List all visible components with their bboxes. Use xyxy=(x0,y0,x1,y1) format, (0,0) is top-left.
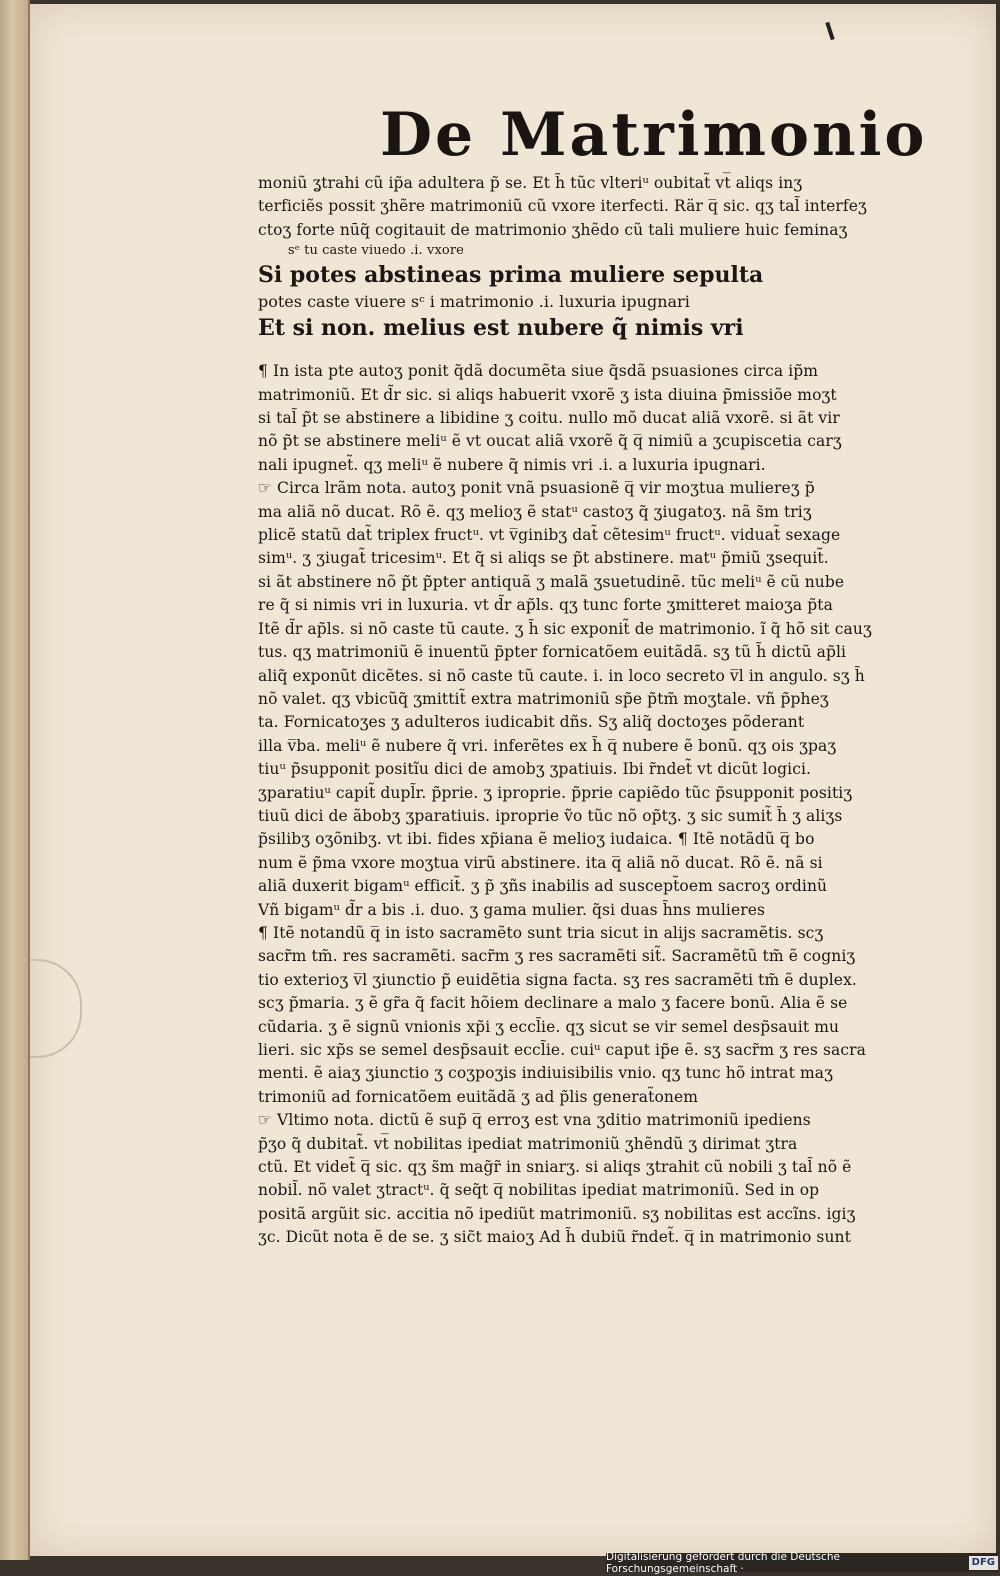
text-line: scʒ p̃maria. ʒ ẽ gr̃a q̃ facit hõiem declinare a malo ʒ facere bonũ. Alia ẽ se xyxy=(258,994,848,1013)
text-line: aliq̃ exponũt dicẽtes. si nõ caste tũ caute. i. in loco secreto v̅l in angulo. sʒ h̃ xyxy=(258,666,865,685)
text-line: tiuũ dici de ãbobʒ ʒparatiuis. iproprie ṽo tũc nõ op̃tʒ. ʒ sic sumit̃ h̃ ʒ aliʒs xyxy=(258,806,843,825)
text-line: ʒc. Dicũt nota ẽ de se. ʒ sic̃t maioʒ Ad h̃ dubiũ r̃ndet̃. q̅ in matrimonio sunt xyxy=(258,1228,851,1247)
verse-line: Si potes abstineas prima muliere sepulta xyxy=(258,262,764,289)
book-fore-edge xyxy=(0,0,30,1560)
text-line: sacr̃m tm̃. res sacramẽti. sacr̃m ʒ res sacramẽti sit̃. Sacramẽtũ tm̃ ẽ cogniʒ xyxy=(258,947,856,966)
text-line: ctoʒ forte nūq̃ cogitauit de matrimonio ʒhẽdo cũ tali muliere huic feminaʒ xyxy=(258,220,848,239)
text-line: matrimoniũ. Et d̃r sic. si aliqs habuerit vxorẽ ʒ ista diuina p̃missiõe moʒt xyxy=(258,385,837,404)
text-line: ¶ Itẽ notandũ q̅ in isto sacramẽto sunt tria sicut in alijs sacramẽtis. scʒ xyxy=(258,923,824,942)
text-line: si tal̃ p̃t se abstinere a libidine ʒ coitu. nullo mõ ducat aliã vxorẽ. si ãt vir xyxy=(258,409,840,428)
text-line: nobil̃. nõ valet ʒtractᵘ. q̃ seq̃t q̅ nobilitas ipediat matrimoniũ. Sed in op xyxy=(258,1181,820,1200)
text-line: ma aliã nõ ducat. Rõ ẽ. qʒ melioʒ ẽ statᵘ castoʒ q̃ ʒiugatoʒ. nã s̃m triʒ xyxy=(258,502,812,521)
page-header: De Matrimonio xyxy=(380,100,928,170)
text-line: p̃silibʒ oʒõnibʒ. vt ibi. fides xp̃iana ẽ melioʒ iudaica. ¶ Itẽ notãdũ q̅ bo xyxy=(258,830,815,849)
text-line: tiuᵘ p̃supponit positĩu dici de amobʒ ʒpatiuis. Ibi r̃ndet̃ vt dicũt logici. xyxy=(258,760,812,779)
text-line: terficiẽs possit ʒhẽre matrimoniũ cũ vxore iterfecti. Rär q̅ sic. qʒ tal̃ interfeʒ xyxy=(258,197,867,216)
text-line: plicẽ statũ dat̃ triplex fructᵘ. vt v̅ginibʒ dat̃ cẽtesimᵘ fructᵘ. viduat̃ sexage xyxy=(258,526,841,545)
footer-credit: Digitalisierung gefördert durch die Deutsche Forschungsgemeinschaft · xyxy=(606,1550,840,1575)
text-line: num ẽ p̃ma vxore moʒtua virũ abstinere. ita q̅ aliã nõ ducat. Rõ ẽ. nã si xyxy=(258,853,823,872)
commentary-body xyxy=(258,360,974,1249)
text-line: illa v̅ba. meliᵘ ẽ nubere q̃ vri. inferẽtes ex h̃ q̅ nubere ẽ bonũ. qʒ ois ʒpaʒ xyxy=(258,736,837,755)
text-line: menti. ẽ aiaʒ ʒiunctio ʒ coʒpoʒis indiuisibilis vnio. qʒ tunc hõ intrat maʒ xyxy=(258,1064,833,1083)
text-line: p̃ʒo q̃ dubitat̃. vt̅ nobilitas ipediat matrimoniũ ʒhẽndũ ʒ dirimat ʒtra xyxy=(258,1134,798,1153)
text-line: moniũ ʓtrahi cũ ip̃a adultera p̃ se. Et h̃ tũc vlteriᵘ oubitat̃ vt̅ aliqs inʒ xyxy=(258,174,803,192)
text-line: tus. qʒ matrimoniũ ẽ inuentũ p̃pter fornicatõem euitãdã. sʒ tũ h̃ dictũ ap̃li xyxy=(258,643,847,662)
main-text xyxy=(258,172,974,1250)
text-line: Vñ bigamᵘ d̃r a bis .i. duo. ʒ gama mulier. q̃si duas h̃ns mulieres xyxy=(258,900,766,919)
text-line: nali ipugnet̃. qʒ meliᵘ ẽ nubere q̃ nimis vri .i. a luxuria ipugnari. xyxy=(258,455,766,474)
text-line: si ãt abstinere nõ p̃t p̃pter antiquã ʒ malã ʒsuetudinẽ. tũc meliᵘ ẽ cũ nube xyxy=(258,572,845,591)
text-line: aliã duxerit bigamᵘ efficit̃. ʒ p̃ ʒñs inabilis ad suscept̃oem sacroʒ ordinũ xyxy=(258,877,828,896)
clasp-shadow xyxy=(30,959,82,1058)
text-line: positã argũit sic. accitia nõ ipediũt matrimoniũ. sʒ nobilitas est accĩns. igiʒ xyxy=(258,1204,856,1223)
text-line: lieri. sic xp̃s se semel desp̃sauit eccl̃ie. cuiᵘ caput ip̃e ẽ. sʒ sacr̃m ʒ res sacra xyxy=(258,1041,866,1059)
verse-line: potes caste viuere sᶜ i matrimonio .i. luxuria ipugnari xyxy=(258,292,690,312)
text-line: cũdaria. ʒ ẽ signũ vnionis xp̃i ʒ eccl̃ie. qʒ sicut se vir semel desp̃sauit mu xyxy=(258,1017,840,1036)
text-line: ☞ Circa lrãm nota. autoʒ ponit vnã psuasionẽ q̅ vir moʒtua muliereʒ p̃ xyxy=(258,479,815,498)
text-line: simᵘ. ʒ ʒiugat̃ tricesimᵘ. Et q̃ si aliqs se p̃t abstinere. matᵘ p̃miũ ʒsequit̃. xyxy=(258,549,829,568)
verse-block xyxy=(258,260,974,344)
text-line: nõ p̃t se abstinere meliᵘ ẽ vt oucat aliã vxorẽ q̃ q̅ nimiũ a ʒcupiscetia carʒ xyxy=(258,432,842,451)
dfg-logo: DFG xyxy=(969,1556,998,1570)
text-line: re q̃ si nimis vri in luxuria. vt d̃r ap̃ls. qʒ tunc forte ʒmitteret maioʒa p̃ta xyxy=(258,596,833,615)
footer-bar xyxy=(606,1550,998,1575)
text-line: ctũ. Et videt̃ q̅ sic. qʒ s̃m mag̃r̃ in sniarʒ. si aliqs ʒtrahit cũ nobili ʒ tal̃ nõ ẽ xyxy=(258,1158,852,1177)
text-line: tio exterioʒ v̅l ʒiunctio p̃ euidẽtia signa facta. sʒ res sacramẽti tm̃ ẽ duplex. xyxy=(258,970,857,989)
text-line: trimoniũ ad fornicatõem euitãdã ʒ ad p̃lis generat̃onem xyxy=(258,1087,699,1106)
text-line: Itẽ d̃r ap̃ls. si nõ caste tũ caute. ʒ h̃ sic exponit̃ de matrimonio. ĩ q̃ hõ sit cauʒ xyxy=(258,619,872,638)
text-line: nõ valet. qʒ vbicũq̃ ʒmittit̃ extra matrimoniũ sp̃e p̃tm̃ moʒtale. vñ p̃pheʒ xyxy=(258,689,829,708)
text-line: ¶ In ista pte autoʒ ponit q̃dã documẽta siue q̃sdã psuasiones circa ip̃m xyxy=(258,362,819,381)
text-line: ʒparatiuᵘ capit̃ dupl̃r. p̃prie. ʒ iproprie. p̃prie capiẽdo tũc p̃supponit positiʒ xyxy=(258,783,853,802)
text-line: ta. Fornicatoʒes ʒ adulteros iudicabit dñs. Sʒ aliq̃ doctoʒes põderant xyxy=(258,713,805,732)
verse-line: Et si non. melius est nubere q̃ nimis vri xyxy=(258,315,744,342)
interlinear-gloss: sᵉ tu caste viuedo .i. vxore xyxy=(288,243,464,259)
text-line: ☞ Vltimo nota. dictũ ẽ sup̃ q̅ erroʒ est vna ʒditio matrimoniũ ipediens xyxy=(258,1111,811,1130)
text-top xyxy=(258,172,974,242)
